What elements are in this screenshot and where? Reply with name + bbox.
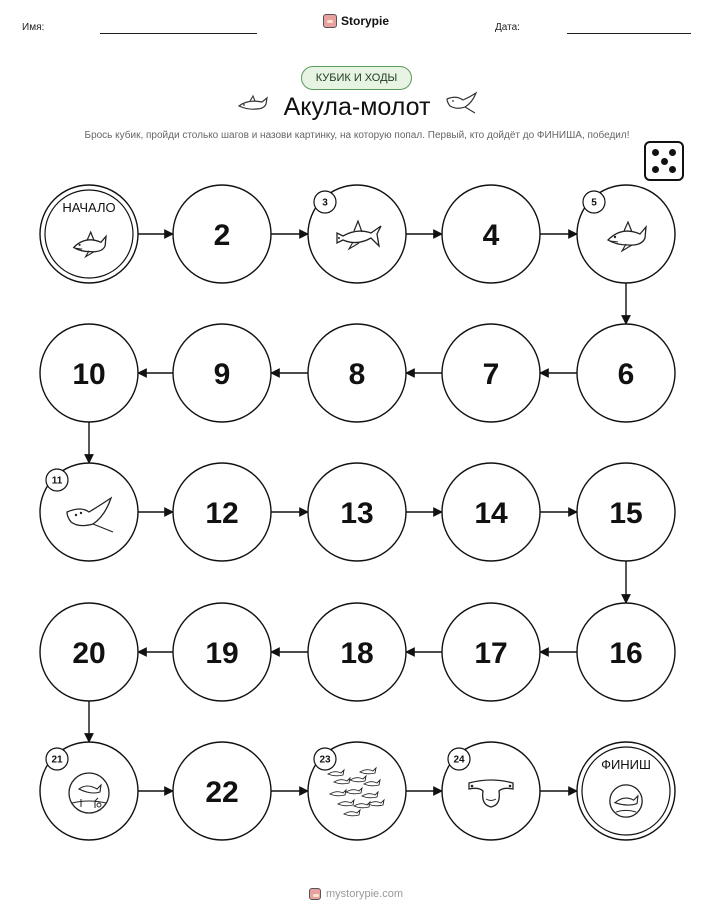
- board-cell-16: [577, 603, 675, 701]
- board-cell-8: [308, 324, 406, 422]
- board-cell-20: [40, 603, 138, 701]
- cell-number: 15: [609, 497, 643, 530]
- cell-badge: [314, 191, 336, 213]
- svg-text:24: 24: [453, 754, 465, 766]
- cell-badge: [583, 191, 605, 213]
- finish-cell: [577, 742, 675, 840]
- board-cell-22: [173, 742, 271, 840]
- cell-number: 16: [609, 637, 643, 670]
- board-cell-2: [173, 185, 271, 283]
- board-cell-10: [40, 324, 138, 422]
- board-cell-11: [40, 463, 138, 561]
- cell-number: 10: [72, 358, 106, 391]
- cell-number: 4: [482, 219, 500, 252]
- board-cell-4: [442, 185, 540, 283]
- cell-number: 8: [348, 358, 366, 391]
- cell-number: 12: [205, 497, 239, 530]
- cell-badge: [448, 748, 470, 770]
- cell-number: 18: [340, 637, 374, 670]
- name-label: Имя:: [22, 22, 45, 33]
- cell-number: 2: [213, 219, 231, 252]
- aquarium-icon: [69, 773, 109, 813]
- board-cell-14: [442, 463, 540, 561]
- page-title: Акула-молот: [283, 93, 431, 121]
- brand-name: Storypie: [341, 14, 390, 28]
- cell-badge: [46, 469, 68, 491]
- board-cell-13: [308, 463, 406, 561]
- start-cell: [40, 185, 138, 283]
- board-cell-24: [442, 742, 540, 840]
- cell-number: 19: [205, 637, 239, 670]
- footer-url[interactable]: mystorypie.com: [326, 888, 404, 900]
- board-cell-21: [40, 742, 138, 840]
- board-cell-3: [308, 185, 406, 283]
- svg-text:3: 3: [322, 197, 328, 209]
- board-cell-7: [442, 324, 540, 422]
- cell-number: 13: [340, 497, 374, 530]
- board-cell-5: [577, 185, 675, 283]
- svg-text:23: 23: [319, 754, 331, 766]
- instructions: Брось кубик, пройди столько шагов и назови картинку, на которую попал. Первый, кто дойдёт до ФИНИША, победил!: [84, 130, 630, 141]
- finish-label: ФИНИШ: [601, 757, 651, 772]
- cell-number: 14: [474, 497, 508, 530]
- cell-number: 9: [213, 358, 231, 391]
- board-cell-18: [308, 603, 406, 701]
- board-cell-6: [577, 324, 675, 422]
- date-label: Дата:: [495, 22, 520, 33]
- board-cell-19: [173, 603, 271, 701]
- board-cell-17: [442, 603, 540, 701]
- board-cell-23: [308, 742, 406, 840]
- storypie-logo-icon: [309, 888, 321, 900]
- cell-number: 6: [617, 358, 635, 391]
- game-type-tag: КУБИК И ХОДЫ: [301, 66, 412, 90]
- start-label: НАЧАЛО: [62, 200, 116, 215]
- svg-text:5: 5: [591, 197, 597, 209]
- board-cell-12: [173, 463, 271, 561]
- cell-number: 20: [72, 637, 106, 670]
- aquarium-shark-icon: [610, 785, 642, 817]
- svg-text:11: 11: [51, 475, 63, 487]
- cell-badge: [314, 748, 336, 770]
- svg-text:21: 21: [51, 754, 63, 766]
- cell-number: 7: [482, 358, 500, 391]
- board-cell-15: [577, 463, 675, 561]
- cell-number: 22: [205, 776, 239, 809]
- cell-badge: [46, 748, 68, 770]
- board-cell-9: [173, 324, 271, 422]
- cell-number: 17: [474, 637, 508, 670]
- footer: [309, 888, 403, 900]
